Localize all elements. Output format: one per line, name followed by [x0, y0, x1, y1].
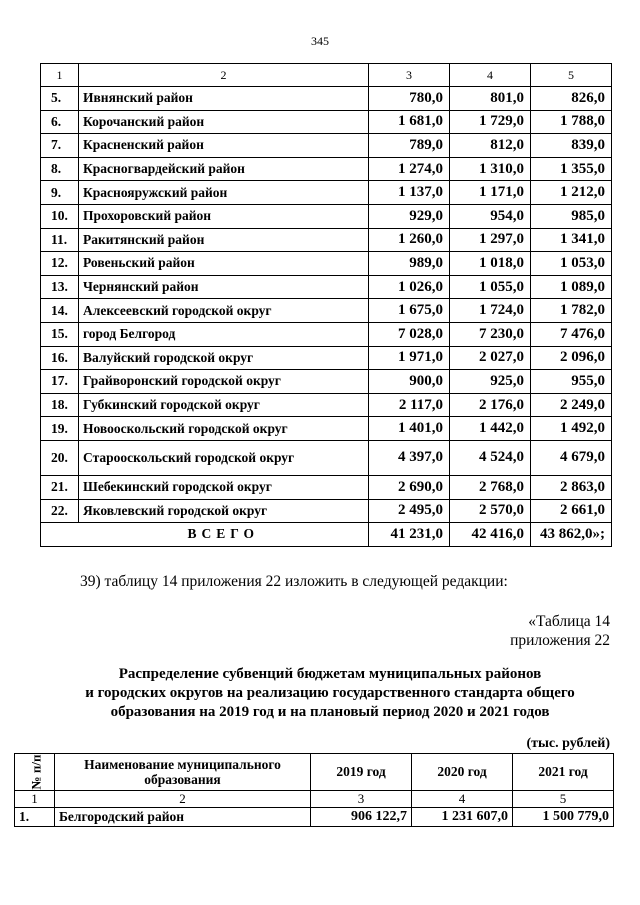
value-2019: 2 690,0 — [369, 475, 450, 499]
table-row — [41, 134, 612, 158]
value-2021: 1 341,0 — [531, 228, 612, 252]
municipality-name: Новооскольский городской округ — [79, 417, 369, 441]
value-2021: 1 355,0 — [531, 157, 612, 181]
value-2021: 1 053,0 — [531, 252, 612, 276]
value-2021: 2 661,0 — [531, 499, 612, 523]
table-row — [41, 440, 612, 475]
row-number: 8. — [41, 157, 79, 181]
value-2020: 2 027,0 — [450, 346, 531, 370]
value-2019: 4 397,0 — [369, 440, 450, 475]
value-2020: 812,0 — [450, 134, 531, 158]
municipality-name: Корочанский район — [79, 110, 369, 134]
value-2021: 4 679,0 — [531, 440, 612, 475]
table-ref-line: «Таблица 14 — [528, 613, 610, 630]
value-2019: 1 681,0 — [369, 110, 450, 134]
row-number: 10. — [41, 204, 79, 228]
table-row — [41, 370, 612, 394]
row-number: 11. — [41, 228, 79, 252]
header-cell-2019: 2019 год — [311, 754, 412, 791]
table-row — [41, 181, 612, 205]
units-label: (тыс. рублей) — [526, 736, 610, 751]
index-cell: 2 — [55, 791, 311, 808]
subvention-table — [14, 753, 614, 827]
municipality-name: Белгородский район — [55, 808, 311, 827]
total-2019: 41 231,0 — [369, 523, 450, 547]
value-2021: 1 500 779,0 — [513, 808, 614, 827]
title-line: образования на 2019 год и на плановый период 2020 и 2021 годов — [110, 704, 550, 720]
municipality-name: Старооскольский городской округ — [79, 440, 369, 475]
municipality-name: Прохоровский район — [79, 204, 369, 228]
value-2019: 780,0 — [369, 87, 450, 111]
municipality-name: Грайворонский городской округ — [79, 370, 369, 394]
value-2019: 1 401,0 — [369, 417, 450, 441]
value-2019: 989,0 — [369, 252, 450, 276]
value-2020: 2 570,0 — [450, 499, 531, 523]
value-2019: 1 137,0 — [369, 181, 450, 205]
table-row — [41, 322, 612, 346]
value-2020: 1 442,0 — [450, 417, 531, 441]
value-2020: 1 724,0 — [450, 299, 531, 323]
table-row — [15, 808, 614, 827]
value-2021: 1 788,0 — [531, 110, 612, 134]
value-2020: 1 310,0 — [450, 157, 531, 181]
value-2021: 1 089,0 — [531, 275, 612, 299]
total-number-cell — [41, 523, 79, 547]
value-2019: 1 274,0 — [369, 157, 450, 181]
total-2020: 42 416,0 — [450, 523, 531, 547]
value-2021: 7 476,0 — [531, 322, 612, 346]
municipality-name: город Белгород — [79, 322, 369, 346]
row-number: 18. — [41, 393, 79, 417]
value-2021: 1 492,0 — [531, 417, 612, 441]
municipality-name: Красногвардейский район — [79, 157, 369, 181]
value-2020: 954,0 — [450, 204, 531, 228]
value-2020: 2 176,0 — [450, 393, 531, 417]
table-row — [41, 228, 612, 252]
table-row — [41, 346, 612, 370]
value-2021: 2 863,0 — [531, 475, 612, 499]
row-number: 9. — [41, 181, 79, 205]
table-row — [41, 475, 612, 499]
row-number: 12. — [41, 252, 79, 276]
amendment-paragraph: 39) таблицу 14 приложения 22 изложить в следующей редакции: — [80, 573, 508, 590]
municipality-name: Чернянский район — [79, 275, 369, 299]
row-number: 15. — [41, 322, 79, 346]
row-number: 20. — [41, 440, 79, 475]
header-cell-name: Наименование муниципального образования — [55, 754, 311, 791]
header-cell: 2 — [79, 64, 369, 87]
header-cell: 4 — [450, 64, 531, 87]
index-cell: 3 — [311, 791, 412, 808]
value-2021: 1 782,0 — [531, 299, 612, 323]
index-cell: 5 — [513, 791, 614, 808]
title-line: Распределение субвенций бюджетам муниципальных районов — [118, 666, 542, 682]
municipality-name: Валуйский городской округ — [79, 346, 369, 370]
value-2021: 1 212,0 — [531, 181, 612, 205]
index-cell: 4 — [412, 791, 513, 808]
value-2020: 2 768,0 — [450, 475, 531, 499]
value-2019: 906 122,7 — [311, 808, 412, 827]
table-reference — [510, 612, 610, 650]
municipality-name: Краснояружский район — [79, 181, 369, 205]
value-2019: 1 971,0 — [369, 346, 450, 370]
row-number: 14. — [41, 299, 79, 323]
municipality-name: Шебекинский городской округ — [79, 475, 369, 499]
table-row — [41, 393, 612, 417]
value-2020: 1 018,0 — [450, 252, 531, 276]
value-2020: 801,0 — [450, 87, 531, 111]
value-2020: 1 297,0 — [450, 228, 531, 252]
row-number: 16. — [41, 346, 79, 370]
page-number: 345 — [311, 34, 329, 48]
table-row — [41, 275, 612, 299]
table-row — [41, 417, 612, 441]
municipality-name: Яковлевский городской округ — [79, 499, 369, 523]
table-index-row — [15, 791, 614, 808]
value-2020: 4 524,0 — [450, 440, 531, 475]
row-number: 13. — [41, 275, 79, 299]
municipality-name: Ивнянский район — [79, 87, 369, 111]
value-2021: 2 249,0 — [531, 393, 612, 417]
header-cell: 3 — [369, 64, 450, 87]
total-row — [41, 523, 612, 547]
table-row — [41, 299, 612, 323]
table-header-row — [15, 754, 614, 791]
total-2021: 43 862,0»; — [531, 523, 612, 547]
municipality-name: Ровеньский район — [79, 252, 369, 276]
value-2019: 2 117,0 — [369, 393, 450, 417]
value-2019: 789,0 — [369, 134, 450, 158]
total-label: ВСЕГО — [79, 523, 369, 547]
table-ref-line: приложения 22 — [510, 632, 610, 649]
value-2021: 985,0 — [531, 204, 612, 228]
value-2020: 1 231 607,0 — [412, 808, 513, 827]
row-number: 1. — [15, 808, 55, 827]
header-number-text: № п/п — [28, 754, 44, 790]
header-cell: 5 — [531, 64, 612, 87]
value-2020: 1 729,0 — [450, 110, 531, 134]
table-row — [41, 157, 612, 181]
row-number: 5. — [41, 87, 79, 111]
table-title — [40, 665, 620, 722]
value-2019: 7 028,0 — [369, 322, 450, 346]
table-row — [41, 252, 612, 276]
value-2019: 1 260,0 — [369, 228, 450, 252]
row-number: 19. — [41, 417, 79, 441]
title-line: и городских округов на реализацию государственного стандарта общего — [85, 685, 575, 701]
header-cell-2021: 2021 год — [513, 754, 614, 791]
value-2019: 900,0 — [369, 370, 450, 394]
row-number: 6. — [41, 110, 79, 134]
value-2020: 1 171,0 — [450, 181, 531, 205]
header-cell-number — [15, 754, 55, 791]
municipality-name: Красненский район — [79, 134, 369, 158]
value-2021: 2 096,0 — [531, 346, 612, 370]
header-cell: 1 — [41, 64, 79, 87]
value-2019: 1 675,0 — [369, 299, 450, 323]
row-number: 21. — [41, 475, 79, 499]
table-header-row — [41, 64, 612, 87]
table-row — [41, 87, 612, 111]
row-number: 7. — [41, 134, 79, 158]
value-2021: 955,0 — [531, 370, 612, 394]
value-2019: 929,0 — [369, 204, 450, 228]
municipality-name: Алексеевский городской округ — [79, 299, 369, 323]
value-2020: 1 055,0 — [450, 275, 531, 299]
value-2019: 1 026,0 — [369, 275, 450, 299]
header-cell-2020: 2020 год — [412, 754, 513, 791]
table-row — [41, 499, 612, 523]
municipality-name: Ракитянский район — [79, 228, 369, 252]
row-number: 22. — [41, 499, 79, 523]
value-2021: 839,0 — [531, 134, 612, 158]
row-number: 17. — [41, 370, 79, 394]
value-2019: 2 495,0 — [369, 499, 450, 523]
allocation-table-continuation — [40, 63, 612, 547]
index-cell: 1 — [15, 791, 55, 808]
value-2020: 925,0 — [450, 370, 531, 394]
value-2020: 7 230,0 — [450, 322, 531, 346]
value-2021: 826,0 — [531, 87, 612, 111]
table-row — [41, 110, 612, 134]
municipality-name: Губкинский городской округ — [79, 393, 369, 417]
table-row — [41, 204, 612, 228]
